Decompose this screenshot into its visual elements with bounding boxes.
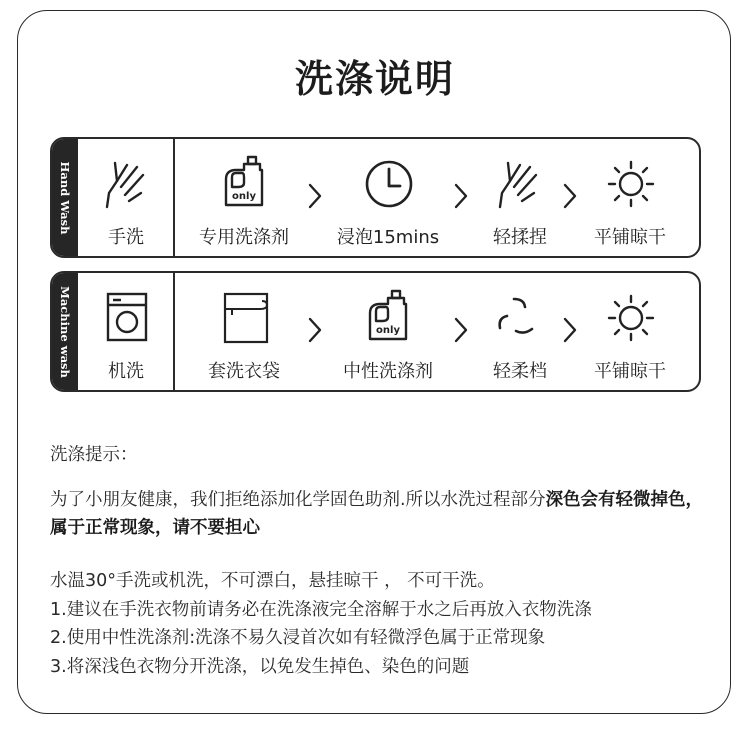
machine-step-detergent [338, 273, 438, 390]
gentle-cycle-icon [494, 295, 544, 341]
hand-wash-panel [50, 137, 701, 258]
clock-icon [364, 159, 414, 209]
machine-wash-main [79, 273, 173, 390]
tips-heading: 洗涤提示： [50, 445, 138, 465]
hand-step-dry-flat [580, 139, 680, 256]
tip-line: 1.建议在手洗衣物前请务必在洗涤液完全溶解于水之后再放入衣物洗涤 [50, 600, 592, 620]
arrow-right-icon [308, 183, 322, 209]
tips-paragraph-bold: 深色会有轻微掉色，属于正常现象，请不要担心 [50, 490, 704, 538]
hand-step-soak [338, 139, 438, 256]
step-label: 套洗衣袋 [208, 361, 280, 382]
arrow-right-icon [454, 317, 468, 343]
hand-icon [494, 157, 542, 211]
arrow-right-icon [454, 183, 468, 209]
detergent-bottle-icon [366, 289, 410, 343]
detergent-bottle-icon [222, 155, 266, 209]
step-label: 专用洗涤剂 [199, 227, 289, 248]
machine-wash-side-label: Machine wash [58, 285, 72, 378]
arrow-right-icon [563, 183, 577, 209]
arrow-right-icon [308, 317, 322, 343]
hand-wash-side-label: Hand Wash [58, 161, 72, 234]
tip-line: 3.将深浅色衣物分开洗涤，以免发生掉色、染色的问题 [50, 657, 470, 677]
laundry-bag-icon [222, 291, 270, 345]
tip-line: 水温30°手洗或机洗，不可漂白，悬挂晾干 ， 不可干洗。 [50, 571, 495, 591]
step-label: 轻柔档 [493, 361, 547, 382]
tip-line: 2.使用中性洗涤剂:洗涤不易久浸首次如有轻微浮色属于正常现象 [50, 628, 546, 648]
hand-wash-main [79, 139, 173, 256]
page-title: 洗涤说明 [294, 57, 455, 101]
machine-wash-panel [50, 271, 701, 392]
sun-icon [606, 159, 656, 209]
step-label: 浸泡15mins [336, 227, 440, 248]
step-label: 平铺晾干 [594, 227, 666, 248]
tips-paragraph-normal: 为了小朋友健康，我们拒绝添加化学固色助剂.所以水洗过程部分 [50, 490, 546, 510]
hand-icon [101, 157, 149, 211]
machine-wash-label: 机洗 [108, 361, 144, 382]
hand-wash-label: 手洗 [108, 227, 144, 248]
machine-step-dry-flat [580, 273, 680, 390]
only-badge: only [232, 191, 256, 202]
only-badge: only [376, 325, 400, 336]
washing-machine-icon [105, 291, 149, 343]
tips-paragraph [50, 486, 720, 542]
step-label: 平铺晾干 [594, 361, 666, 382]
hand-step-detergent [194, 139, 294, 256]
step-label: 轻揉捏 [493, 227, 547, 248]
step-label: 中性洗涤剂 [343, 361, 433, 382]
arrow-right-icon [563, 317, 577, 343]
machine-step-laundry-bag [194, 273, 294, 390]
sun-icon [606, 293, 656, 343]
